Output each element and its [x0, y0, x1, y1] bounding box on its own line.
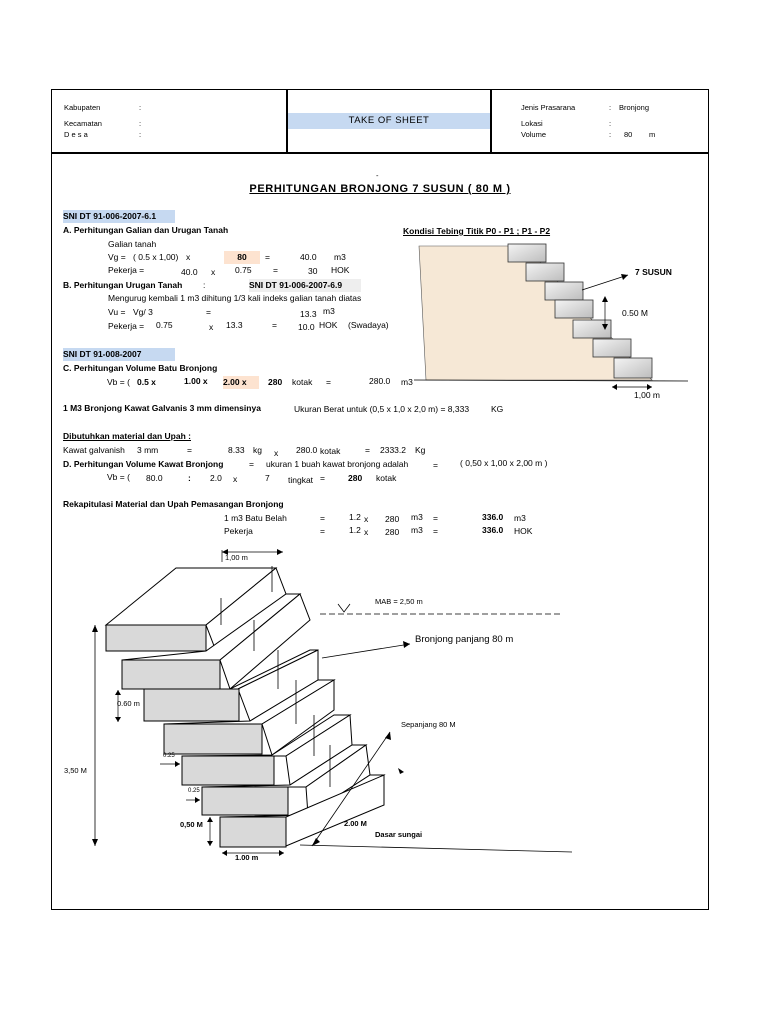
- kawat-x: x: [274, 448, 279, 458]
- rekap-row1-label: 1 m3 Batu Belah: [224, 513, 287, 523]
- heading-b-colon: :: [203, 280, 206, 290]
- label-200m: 2.00 M: [344, 819, 367, 828]
- heading-a: A. Perhitungan Galian dan Urugan Tanah: [63, 225, 229, 235]
- heading-c: C. Perhitungan Volume Batu Bronjong: [63, 363, 218, 373]
- vg-x: x: [186, 252, 191, 262]
- d-dims: ( 0,50 x 1,00 x 2,00 m ): [460, 458, 548, 468]
- lokasi-colon: :: [609, 119, 612, 128]
- vu-result: 13.3: [300, 309, 317, 319]
- rekap-row2-result: 336.0: [482, 525, 504, 535]
- kawat-eq2: =: [365, 445, 370, 455]
- desa-colon: :: [139, 130, 142, 139]
- d-eq: =: [249, 459, 254, 469]
- sni-2: SNI DT 91-008-2007: [63, 348, 175, 361]
- vb2-c: 7: [265, 473, 270, 483]
- vb-result: 280.0: [369, 376, 391, 386]
- vb-eq: =: [326, 377, 331, 387]
- kawat-eq: =: [187, 445, 192, 455]
- kawat-kg-unit: kg: [253, 445, 262, 455]
- vb-c: 2.00 x: [223, 376, 259, 389]
- rekap-row1-eq2: =: [433, 513, 438, 523]
- rekap-row1-unit1: m3: [411, 512, 423, 522]
- vb2-x: x: [233, 474, 238, 484]
- vb2-b: 2.0: [210, 473, 222, 483]
- rekap-row1-result: 336.0: [482, 512, 504, 522]
- heading-d: D. Perhitungan Volume Kawat Bronjong: [63, 459, 224, 469]
- kabupaten-label: Kabupaten: [64, 103, 101, 112]
- label-025b: 0.25: [188, 788, 200, 794]
- pekerja2-label: Pekerja =: [108, 321, 145, 331]
- pekerja2-x: x: [209, 322, 214, 332]
- page-title: PERHITUNGAN BRONJONG 7 SUSUN ( 80 M ): [249, 183, 511, 195]
- rekap-row2-b: 280: [385, 527, 400, 537]
- dibutuhkan-heading: Dibutuhkan material dan Upah :: [63, 431, 191, 441]
- lokasi-label: Lokasi: [521, 119, 543, 128]
- pekerja-unit: HOK: [331, 265, 350, 275]
- rekap-row2-label: Pekerja: [224, 526, 253, 536]
- label-mab: MAB = 2,50 m: [375, 597, 423, 606]
- rekap-row2-a: 1.2: [349, 525, 361, 535]
- pekerja-b: 0.75: [235, 265, 252, 275]
- take-of-sheet-title: TAKE OF SHEET: [288, 113, 490, 129]
- kabupaten-colon: :: [139, 103, 142, 112]
- galian-label: Galian tanah: [108, 239, 157, 249]
- pekerja-label: Pekerja =: [108, 265, 145, 275]
- label-050m: 0.50 M: [622, 308, 648, 318]
- pekerja2-b: 13.3: [226, 320, 243, 330]
- volume-colon: :: [609, 130, 612, 139]
- kecamatan-colon: :: [139, 119, 142, 128]
- vb2-colon: :: [188, 473, 191, 483]
- rekap-heading: Rekapitulasi Material dan Upah Pemasangan Bronjong: [63, 499, 284, 509]
- label-025a: 0.25: [163, 753, 175, 759]
- vg-result: 40.0: [300, 252, 317, 262]
- vb2-tingkat: tingkat: [288, 475, 314, 485]
- vg-unit: m3: [334, 252, 346, 262]
- d-ukuran: ukuran 1 buah kawat bronjong adalah: [266, 459, 409, 469]
- vb2-result: 280: [348, 473, 363, 483]
- kawat-total-unit: Kg: [415, 445, 426, 455]
- label-100m-small: 1,00 m: [634, 390, 660, 400]
- vu-unit: m3: [323, 306, 335, 316]
- pekerja2-eq: =: [272, 320, 277, 330]
- small-diagram-title: Kondisi Tebing Titik P0 - P1 ; P1 - P2: [403, 226, 551, 236]
- rekap-row2-unit1: m3: [411, 525, 423, 535]
- pekerja2-note: (Swadaya): [348, 320, 389, 330]
- rekap-row2-x: x: [364, 527, 369, 537]
- title-mark: -: [376, 171, 379, 180]
- kawat-kg: 8.33: [228, 445, 245, 455]
- kecamatan-label: Kecamatan: [64, 119, 102, 128]
- label-bottom-width: 1.00 m: [235, 853, 259, 862]
- vb2-eq: =: [320, 473, 325, 483]
- vb-d: 280: [268, 377, 283, 387]
- rekap-row2-eq2: =: [433, 526, 438, 536]
- vu-label: Vu =: [108, 307, 126, 317]
- vb-b: 1.00 x: [184, 376, 208, 386]
- vu-eq: =: [206, 307, 211, 317]
- label-350m: 3,50 M: [64, 766, 87, 775]
- vg-label: Vg =: [108, 252, 126, 262]
- kawat-kotak-unit: kotak: [320, 446, 341, 456]
- vg-length: 80: [224, 251, 260, 264]
- pekerja2-result: 10.0: [298, 322, 315, 332]
- d-eq2: =: [433, 460, 438, 470]
- label-7-susun: 7 SUSUN: [635, 267, 672, 277]
- jenis-value: Bronjong: [619, 103, 650, 112]
- jenis-label: Jenis Prasarana: [521, 103, 576, 112]
- ukuran-unit: KG: [491, 404, 504, 414]
- pekerja-x: x: [211, 267, 216, 277]
- pekerja2-unit: HOK: [319, 320, 338, 330]
- sni-1: SNI DT 91-006-2007-6.1: [63, 210, 175, 223]
- vb2-a: 80.0: [146, 473, 163, 483]
- rekap-row1-unit2: m3: [514, 513, 526, 523]
- sni-b: SNI DT 91-006-2007-6.9: [249, 279, 361, 292]
- volume-value: 80: [624, 130, 633, 139]
- desa-label: D e s a: [64, 130, 88, 139]
- heading-b: B. Perhitungan Urugan Tanah: [63, 280, 183, 290]
- rekap-row1-eq: =: [320, 513, 325, 523]
- vb2-label: Vb = (: [107, 472, 130, 482]
- pekerja-a: 40.0: [181, 267, 198, 277]
- rekap-row1-a: 1.2: [349, 512, 361, 522]
- label-050m-big: 0,50 M: [180, 820, 203, 829]
- rekap-row2-eq: =: [320, 526, 325, 536]
- vg-formula: ( 0.5 x 1,00): [133, 252, 179, 262]
- label-dasar-sungai: Dasar sungai: [375, 830, 423, 839]
- ukuran-text: Ukuran Berat untuk (0,5 x 1,0 x 2,0 m) = 8,333: [294, 404, 470, 414]
- rekap-row2-unit2: HOK: [514, 526, 533, 536]
- kawat-heading: 1 M3 Bronjong Kawat Galvanis 3 mm dimensinya: [63, 403, 261, 413]
- pekerja2-a: 0.75: [156, 320, 173, 330]
- vb-unit2: m3: [401, 377, 413, 387]
- volume-unit: m: [649, 130, 656, 139]
- vb2-unit: kotak: [376, 473, 397, 483]
- volume-label: Volume: [521, 130, 547, 139]
- urugan-desc: Mengurug kembali 1 m3 dihitung 1/3 kali indeks galian tanah diatas: [108, 293, 362, 303]
- kawat-kotak: 280.0: [296, 445, 318, 455]
- vg-eq: =: [265, 252, 270, 262]
- jenis-colon: :: [609, 103, 612, 112]
- vb-a: 0.5 x: [137, 377, 156, 387]
- label-top-width: 1,00 m: [225, 553, 248, 562]
- kawat-total: 2333.2: [380, 445, 406, 455]
- vb-unit1: kotak: [292, 377, 313, 387]
- vb-label: Vb = (: [107, 377, 130, 387]
- pekerja-eq: =: [273, 265, 278, 275]
- vu-formula: Vg/ 3: [133, 307, 153, 317]
- rekap-row1-x: x: [364, 514, 369, 524]
- pekerja-result: 30: [308, 266, 318, 276]
- label-bronjong-panjang: Bronjong panjang 80 m: [415, 634, 514, 645]
- label-sepanjang: Sepanjang 80 M: [401, 720, 456, 729]
- rekap-row1-b: 280: [385, 514, 400, 524]
- kawat-label: Kawat galvanish: [63, 445, 125, 455]
- kawat-size: 3 mm: [137, 445, 159, 455]
- label-060m: 0.60 m: [117, 699, 140, 708]
